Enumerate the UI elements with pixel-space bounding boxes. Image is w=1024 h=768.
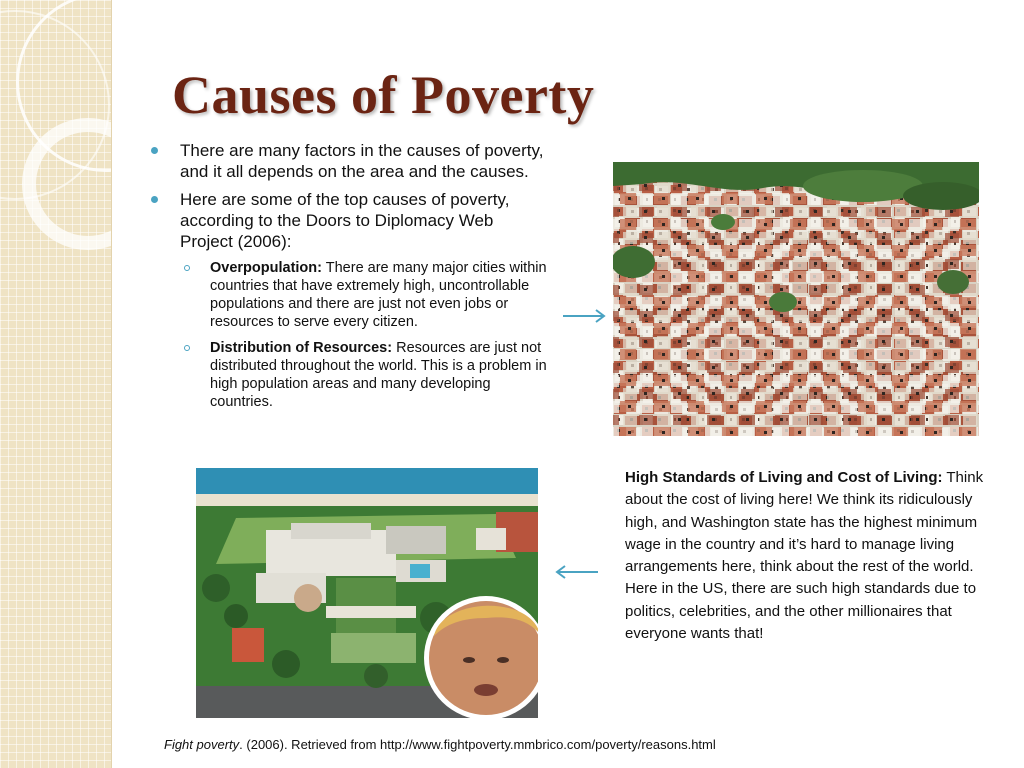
citation-text: . (2006). Retrieved from http://www.fightpoverty.mmbrico.com/poverty/reasons.html (239, 737, 716, 752)
mansion-illustration (196, 468, 538, 718)
mansion-photo (196, 468, 538, 718)
sub-bullet-item (148, 339, 548, 411)
bullet-dot-icon (151, 147, 158, 154)
favela-illustration (613, 162, 979, 436)
sub-bullet-text: There are many major cities within countries that have extremely high, uncontrollable populations and there are just not even jobs or resources to serve every citizen. (210, 260, 547, 330)
sub-bullet-label: Overpopulation: (210, 260, 322, 276)
arrow-right-icon (562, 309, 606, 323)
sub-bullet-circle-icon (184, 265, 190, 271)
favela-photo (613, 162, 979, 436)
caption-text: Think about the cost of living here! We think its ridiculously high, and Washington state has the highest minimum wage in the country and it’s hard to manage living arrangements here, think about the rest of the world. Here in the US, there are such high standards due to politics, celebrities, and the other millionaires that everyone wants that! (625, 469, 984, 643)
sub-bullet-item (148, 259, 548, 331)
citation-source-title: Fight poverty (164, 737, 240, 752)
citation (164, 737, 716, 752)
caption-label: High Standards of Living and Cost of Living: (625, 469, 943, 486)
bullet-text: Here are some of the top causes of poverty, according to the Doors to Diplomacy Web Project (2006): (180, 190, 510, 251)
sub-bullet-circle-icon (184, 345, 190, 351)
bullet-item (148, 189, 548, 252)
living-standards-caption (625, 467, 985, 645)
bullet-item (148, 140, 548, 182)
bullet-text: There are many factors in the causes of poverty, and it all depends on the area and the causes. (180, 141, 544, 181)
arrow-left-icon (555, 565, 599, 579)
decorative-sidebar (0, 0, 112, 768)
bullet-dot-icon (151, 196, 158, 203)
slide-title: Causes of Poverty (172, 65, 595, 125)
sub-bullet-label: Distribution of Resources: (210, 340, 393, 356)
sub-bullet-text: Resources are just not distributed throughout the world. This is a problem in high population areas and many developing countries. (210, 340, 547, 410)
bullet-list (148, 140, 548, 419)
